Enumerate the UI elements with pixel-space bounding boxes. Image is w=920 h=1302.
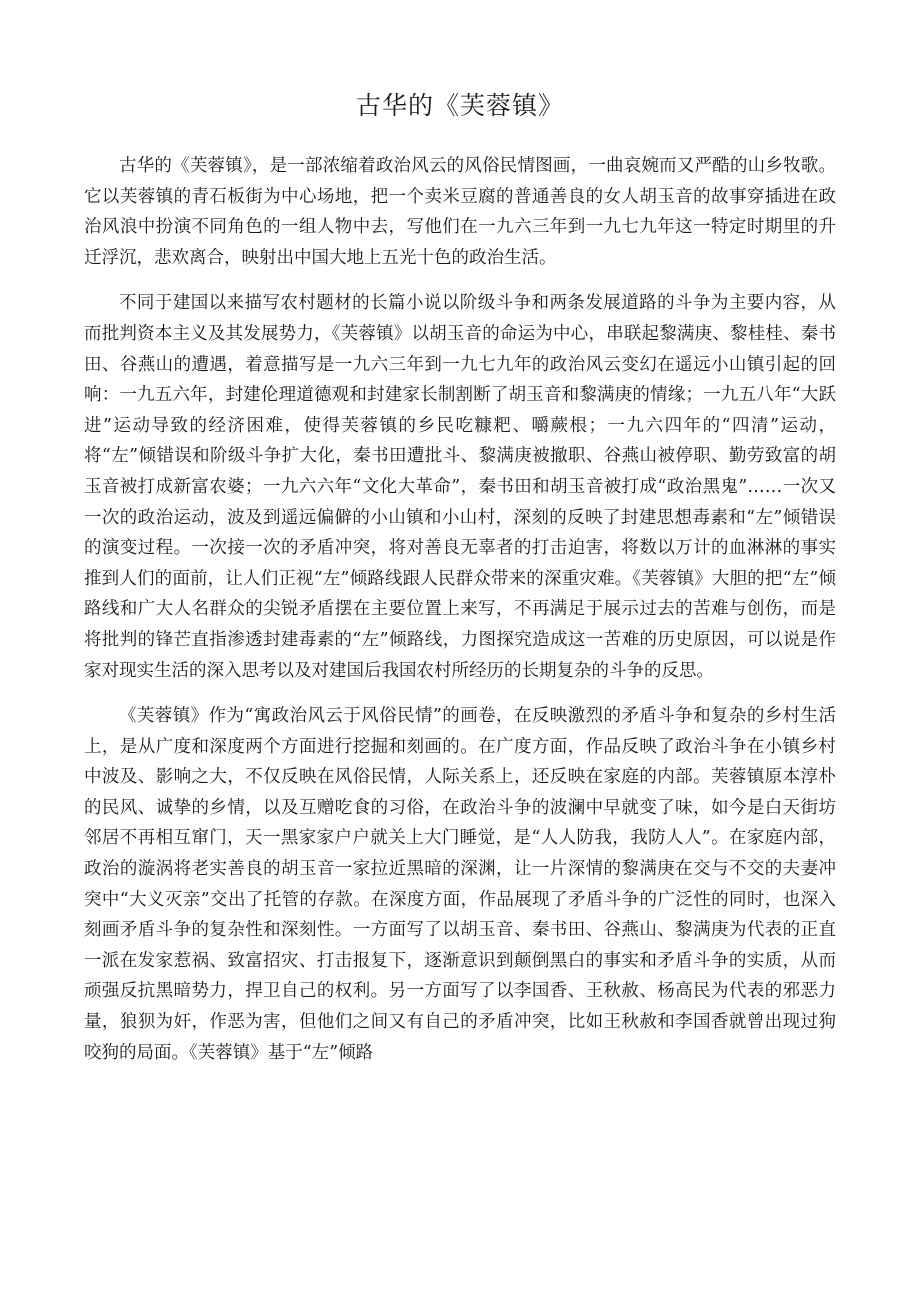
- paragraph-3: 《芙蓉镇》作为“寓政治风云于风俗民情”的画卷，在反映激烈的矛盾斗争和复杂的乡村生活上，是从广度和深度两个方面进行挖掘和刻画的。在广度方面，作品反映了政治斗争在小镇乡村中波及、影响之大，不仅反映在风俗民情，人际关系上，还反映在家庭的内部。芙蓉镇原本淳朴的民风、诚挚的乡情，以及互赠吃食的习俗，在政治斗争的波澜中早就变了味，如今是白天街坊邻居不再相互窜门，天一黑家家户户就关上大门睡觉，是“人人防我，我防人人”。在家庭内部，政治的漩涡将老实善良的胡玉音一家拉近黑暗的深渊，让一片深情的黎满庚在交与不交的夫妻冲突中“大义灭亲”交出了托管的存款。在深度方面，作品展现了矛盾斗争的广泛性的同时，也深入刻画矛盾斗争的复杂性和深刻性。一方面写了以胡玉音、秦书田、谷燕山、黎满庚为代表的正直一派在发家惹祸、致富招灾、打击报复下，逐渐意识到颠倒黑白的事实和矛盾斗争的实质，从而顽强反抗黑暗势力，捍卫自己的权利。另一方面写了以李国香、王秋赦、杨高民为代表的邪恶力量，狼狈为奸，作恶为害，但他们之间又有自己的矛盾冲突，比如王秋赦和李国香就曾出现过狗咬狗的局面。《芙蓉镇》基于“左”倾路: [84, 706, 836, 1063]
- document-body: [84, 151, 836, 1083]
- paragraph-1: 古华的《芙蓉镇》，是一部浓缩着政治风云的风俗民情图画，一曲哀婉而又严酷的山乡牧歌。它以芙蓉镇的青石板街为中心场地，把一个卖米豆腐的普通善良的女人胡玉音的故事穿插进在政治风浪中扮演不同角色的一组人物中去，写他们在一九六三年到一九七九年这一特定时期里的升迁浮沉，悲欢离合，映射出中国大地上五光十色的政治生活。: [84, 156, 836, 268]
- paragraph-2: 不同于建国以来描写农村题材的长篇小说以阶级斗争和两条发展道路的斗争为主要内容，从而批判资本主义及其发展势力，《芙蓉镇》以胡玉音的命运为中心，串联起黎满庚、黎桂桂、秦书田、谷燕山的遭遇，着意描写是一九六三年到一九七九年的政治风云变幻在遥远小山镇引起的回响：一九五六年，封建伦理道德观和封建家长制割断了胡玉音和黎满庚的情缘；一九五八年“大跃进”运动导致的经济困难，使得芙蓉镇的乡民吃糠粑、嚼蕨根；一九六四年的“四清”运动，将“左”倾错误和阶级斗争扩大化，秦书田遭批斗、黎满庚被撤职、谷燕山被停职、勤劳致富的胡玉音被打成新富农婆；一九六六年“文化大革命”，秦书田和胡玉音被打成“政治黑鬼”……一次又一次的政治运动，波及到遥远偏僻的小山镇和小山村，深刻的反映了封建思想毒素和“左”倾错误的演变过程。一次接一次的矛盾冲突，将对善良无辜者的打击迫害，将数以万计的血淋淋的事实推到人们的面前，让人们正视“左”倾路线跟人民群众带来的深重灾难。《芙蓉镇》大胆的把“左”倾路线和广大人名群众的尖锐矛盾摆在主要位置上来写，不再满足于展示过去的苦难与创伤，而是将批判的锋芒直指渗透封建毒素的“左”倾路线，力图探究造成这一苦难的历史原因，可以说是作家对现实生活的深入思考以及对建国后我国农村所经历的长期复杂的斗争的反思。: [84, 293, 836, 681]
- document-title: 古华的《芙蓉镇》: [355, 91, 564, 120]
